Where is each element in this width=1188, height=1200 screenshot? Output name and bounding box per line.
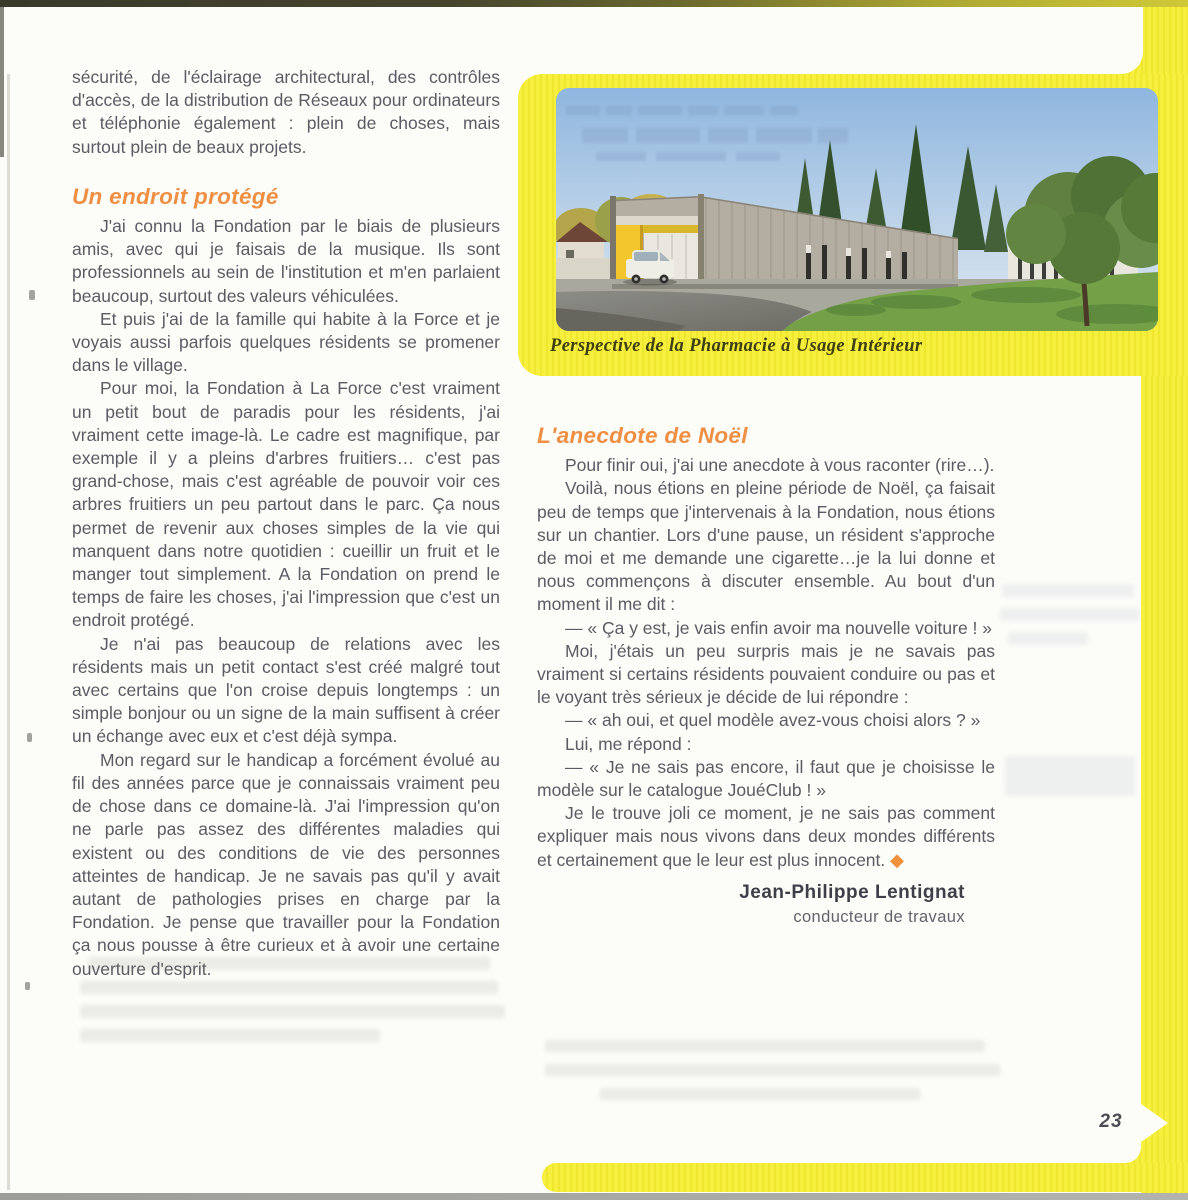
scan-edge-top [0, 0, 1188, 7]
paragraph: sécurité, de l'éclairage architectural, des contrôles d'accès, de la distribution de Réseaux pour ordinateurs et téléphonie également : plein de choses, mais surtout plein de beaux projets. [72, 67, 500, 157]
paragraph-text: Je le trouve joli ce moment, je ne sais pas comment expliquer mais nous vivons dans deux mondes différents et certainement que le leur est plus innocent. [537, 803, 995, 870]
photo-caption: Perspective de la Pharmacie à Usage Intérieur [550, 336, 923, 356]
section-heading: Un endroit protégé [72, 183, 279, 209]
bleed-through-artifact [1002, 584, 1134, 597]
paragraph [537, 802, 995, 872]
paragraph: — « Je ne sais pas encore, il faut que je choisisse le modèle sur le catalogue JouéClub ! » [537, 756, 995, 801]
signature-block [537, 881, 995, 929]
scan-edge-left [0, 7, 4, 157]
paragraph: J'ai connu la Fondation par le biais de plusieurs amis, avec qui je faisais de la musique. Ils sont professionnels au sein de l'institution et m'en parlaient beaucoup, surtout des valeurs véhiculées. [72, 216, 500, 306]
paragraph: Moi, j'étais un peu surpris mais je ne savais pas vraiment si certains résidents pouvaient conduire ou pas et le voyant très sérieux je décide de lui répondre : [537, 640, 995, 708]
scan-edge-bottom [0, 1193, 1188, 1200]
signature-name: Jean-Philippe Lentignat [739, 881, 965, 903]
bleed-through-artifact [1000, 608, 1140, 621]
paragraph: Mon regard sur le handicap a forcément évolué au fil des années parce que je connaissais vraiment peu de chose dans ce domaine-là. J'ai l'impression qu'on ne parle pas assez des différentes maladies qui existent ou des conditions de vie des personnes atteintes de handicap. Je ne savais pas qu'il y avait autant de pathologies prises en charge par la Fondation. Je pense que travailler pour la Fondation ça nous pousse à être curieux et à avoir une certaine ouverture d'esprit. [72, 749, 500, 979]
section-heading: L'anecdote de Noël [537, 423, 748, 448]
paragraph: Pour moi, la Fondation à La Force c'est vraiment un petit bout de paradis pour les résidents, j'ai vraiment cette image-là. Le cadre est magnifique, par exemple il y a pleins d'arbres fruitiers… c'est pas grand-chose, mais c'est agréable de pouvoir voir ces arbres fruitiers un peu partout dans le parc. Ça nous permet de revenir aux choses simples de la vie qui manquent dans notre quotidien : cueillir un fruit et le manger tout simplement. A la Fondation on prend le temps de faire les choses, j'ai l'impression que c'est un endroit protégé. [72, 378, 500, 631]
bleed-through-artifact [600, 1088, 920, 1100]
end-of-article-diamond-icon: ◆ [890, 849, 904, 870]
bleed-through-artifact [1008, 632, 1088, 645]
paragraph: Et puis j'ai de la famille qui habite à la Force et je voyais aussi parfois quelques résidents se promener dans le village. [72, 308, 500, 376]
bleed-through-artifact [80, 1029, 380, 1042]
scan-speck [25, 982, 30, 990]
paragraph: Je n'ai pas beaucoup de relations avec les résidents mais un petit contact s'est créé malgré tout avec certains que l'on croise depuis longtemps : un simple bonjour ou un signe de la main suffisent à créer un échange avec eux et c'est déjà sympa. [72, 633, 500, 747]
left-column [72, 66, 500, 981]
paragraph: Pour finir oui, j'ai une anecdote à vous raconter (rire…). [565, 455, 995, 476]
bleed-through-artifact [80, 981, 498, 994]
yellow-bottom-strip [542, 1163, 1188, 1192]
scan-fold-line [7, 10, 10, 1190]
right-column [537, 424, 995, 929]
page-number-notch [1141, 1104, 1168, 1142]
scan-speck [29, 290, 35, 300]
scan-speck [27, 733, 32, 742]
signature-role: conducteur de travaux [793, 908, 965, 927]
paragraph: — « ah oui, et quel modèle avez-vous choisi alors ? » [565, 710, 981, 731]
page-top-margin [0, 4, 1143, 74]
bleed-through-artifact [1005, 756, 1135, 796]
pharmacy-rendering-photo [556, 88, 1158, 331]
bleed-through-artifact [545, 1064, 1000, 1076]
paragraph: Voilà, nous étions en pleine période de Noël, ça faisait peu de temps que j'intervenais à la Fondation, nous étions sur un chantier. Lors d'une pause, un résident s'approche de moi et me demande une cigarette…je la lui donne et nous commençons à discuter ensemble. Au bout d'un moment il me dit : [537, 478, 995, 615]
paragraph: Lui, me répond : [565, 733, 692, 754]
page-number: 23 [1099, 1111, 1123, 1132]
bleed-through-artifact [80, 1005, 505, 1018]
bleed-through-artifact [545, 1040, 985, 1052]
paragraph: — « Ça y est, je vais enfin avoir ma nouvelle voiture ! » [565, 617, 993, 638]
